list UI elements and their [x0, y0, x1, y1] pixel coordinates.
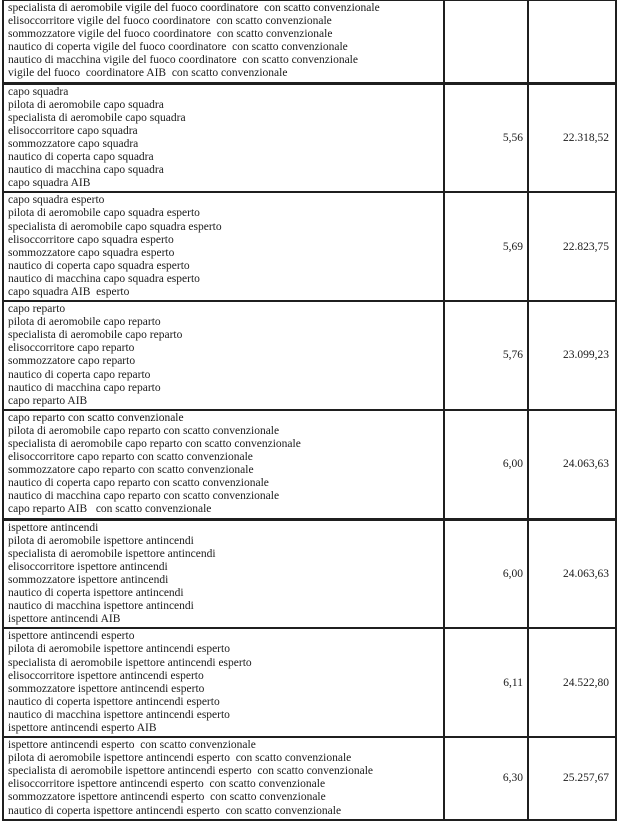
job-title-line: elisoccorritore ispettore antincendi esperto — [8, 669, 204, 682]
job-titles-cell — [3, 628, 444, 737]
job-title-line: nautico di coperta capo squadra esperto — [8, 259, 190, 272]
job-titles-cell — [3, 1, 444, 84]
job-title-line: elisoccorritore capo reparto — [8, 342, 135, 355]
amount-cell: 24.063,63 — [528, 519, 616, 628]
job-title-line: sommozzatore ispettore antincendi esperto — [8, 682, 205, 695]
coefficient-cell: 6,30 — [444, 737, 528, 820]
job-titles-cell — [3, 301, 444, 410]
job-title-line: elisoccorritore capo squadra — [8, 124, 138, 137]
table-row — [3, 519, 616, 628]
salary-coefficients-table — [2, 0, 617, 821]
job-title-line: specialista di aeromobile capo reparto — [8, 329, 183, 342]
job-title-line: elisoccorritore capo squadra esperto — [8, 233, 174, 246]
job-title-line: ispettore antincendi esperto — [8, 630, 135, 643]
job-title-line: specialista di aeromobile ispettore antincendi esperto con scatto convenzionale — [8, 765, 373, 778]
amount-cell: 25.257,67 — [528, 737, 616, 820]
job-title-line: nautico di coperta capo reparto — [8, 368, 151, 381]
job-title-line: capo reparto AIB — [8, 394, 88, 407]
job-title-line: specialista di aeromobile capo reparto con scatto convenzionale — [8, 438, 301, 450]
job-title-line: ispettore antincendi esperto AIB — [8, 721, 157, 734]
job-title-line: nautico di macchina capo squadra esperto — [8, 272, 200, 285]
job-title-line: elisoccorritore capo reparto con scatto convenzionale — [8, 451, 253, 464]
job-title-line: pilota di aeromobile ispettore antincendi esperto — [8, 643, 230, 656]
job-title-line: pilota di aeromobile ispettore antincendi esperto con scatto convenzionale — [8, 752, 352, 765]
job-title-line: pilota di aeromobile ispettore antincendi — [8, 534, 194, 547]
table-row — [3, 83, 616, 192]
table-row — [3, 301, 616, 410]
job-title-line: capo squadra AIB esperto — [8, 285, 130, 298]
coefficient-cell: 5,69 — [444, 192, 528, 301]
job-title-line: capo squadra AIB — [8, 177, 91, 190]
job-title-line: nautico di coperta capo reparto con scatto convenzionale — [8, 477, 269, 490]
job-title-line: sommozzatore capo reparto — [8, 355, 136, 368]
job-title-line: capo reparto — [8, 303, 66, 316]
job-titles-cell — [3, 519, 444, 628]
amount-cell: 24.522,80 — [528, 628, 616, 737]
amount-cell — [528, 1, 616, 84]
table-row — [3, 1, 616, 84]
job-title-line: specialista di aeromobile vigile del fuoco coordinatore con scatto convenzionale — [8, 2, 380, 14]
job-title-line: nautico di macchina ispettore antincendi — [8, 600, 194, 613]
job-title-line: pilota di aeromobile capo reparto con scatto convenzionale — [8, 424, 280, 437]
job-title-line: specialista di aeromobile capo squadra — [8, 111, 186, 124]
job-title-line: sommozzatore capo squadra esperto — [8, 246, 175, 259]
job-title-line: specialista di aeromobile capo squadra esperto — [8, 220, 222, 233]
job-titles-cell — [3, 83, 444, 192]
job-title-line: elisoccorritore ispettore antincendi — [8, 560, 168, 573]
job-title-line: capo reparto AIB con scatto convenzionale — [8, 503, 212, 516]
job-title-line: capo squadra esperto — [8, 194, 105, 207]
table-row — [3, 737, 616, 820]
job-title-line: nautico di macchina capo reparto con scatto convenzionale — [8, 490, 280, 503]
job-titles-cell — [3, 192, 444, 301]
job-title-line: sommozzatore capo reparto con scatto convenzionale — [8, 464, 254, 477]
job-title-line: nautico di coperta ispettore antincendi esperto con scatto convenzionale — [8, 804, 342, 817]
job-title-line: ispettore antincendi esperto con scatto convenzionale — [8, 739, 256, 752]
job-title-line: capo squadra — [8, 85, 69, 98]
coefficient-cell — [444, 1, 528, 84]
job-title-line: nautico di coperta ispettore antincendi esperto — [8, 695, 220, 708]
coefficient-cell: 5,56 — [444, 83, 528, 192]
job-titles-cell — [3, 737, 444, 820]
table-row — [3, 628, 616, 737]
job-title-line: sommozzatore ispettore antincendi — [8, 573, 169, 586]
job-title-line: specialista di aeromobile ispettore antincendi esperto — [8, 656, 252, 669]
job-title-line: nautico di macchina capo reparto — [8, 381, 161, 394]
job-title-line: elisoccorritore vigile del fuoco coordinatore con scatto convenzionale — [8, 15, 332, 28]
job-title-line: sommozzatore vigile del fuoco coordinatore con scatto convenzionale — [8, 28, 333, 41]
table-row — [3, 410, 616, 519]
job-title-line: elisoccorritore ispettore antincendi esperto con scatto convenzionale — [8, 778, 326, 791]
job-title-line: ispettore antincendi — [8, 521, 99, 534]
job-title-line: nautico di macchina capo squadra — [8, 164, 164, 177]
table-body — [3, 1, 616, 820]
amount-cell: 24.063,63 — [528, 410, 616, 519]
job-title-line: pilota di aeromobile capo reparto — [8, 316, 161, 329]
coefficient-cell: 6,11 — [444, 628, 528, 737]
job-title-line: ispettore antincendi AIB — [8, 613, 121, 626]
job-title-line: vigile del fuoco coordinatore AIB con scatto convenzionale — [8, 67, 288, 80]
job-title-line: capo reparto con scatto convenzionale — [8, 411, 184, 424]
job-title-line: nautico di coperta capo squadra — [8, 151, 154, 164]
coefficient-cell: 5,76 — [444, 301, 528, 410]
job-title-line: nautico di coperta ispettore antincendi — [8, 587, 184, 600]
job-title-line: specialista di aeromobile ispettore antincendi — [8, 547, 216, 560]
table-row — [3, 192, 616, 301]
job-title-line: nautico di macchina ispettore antincendi esperto — [8, 708, 230, 721]
coefficient-cell: 6,00 — [444, 410, 528, 519]
amount-cell: 23.099,23 — [528, 301, 616, 410]
job-title-line: nautico di macchina vigile del fuoco coordinatore con scatto convenzionale — [8, 54, 358, 67]
amount-cell: 22.318,52 — [528, 83, 616, 192]
amount-cell: 22.823,75 — [528, 192, 616, 301]
job-title-line: nautico di coperta vigile del fuoco coordinatore con scatto convenzionale — [8, 41, 348, 54]
job-title-line: sommozzatore ispettore antincendi esperto con scatto convenzionale — [8, 791, 326, 804]
coefficient-cell: 6,00 — [444, 519, 528, 628]
job-title-line: pilota di aeromobile capo squadra esperto — [8, 207, 200, 220]
job-titles-cell — [3, 410, 444, 519]
job-title-line: pilota di aeromobile capo squadra — [8, 98, 164, 111]
job-title-line: sommozzatore capo squadra — [8, 137, 139, 150]
